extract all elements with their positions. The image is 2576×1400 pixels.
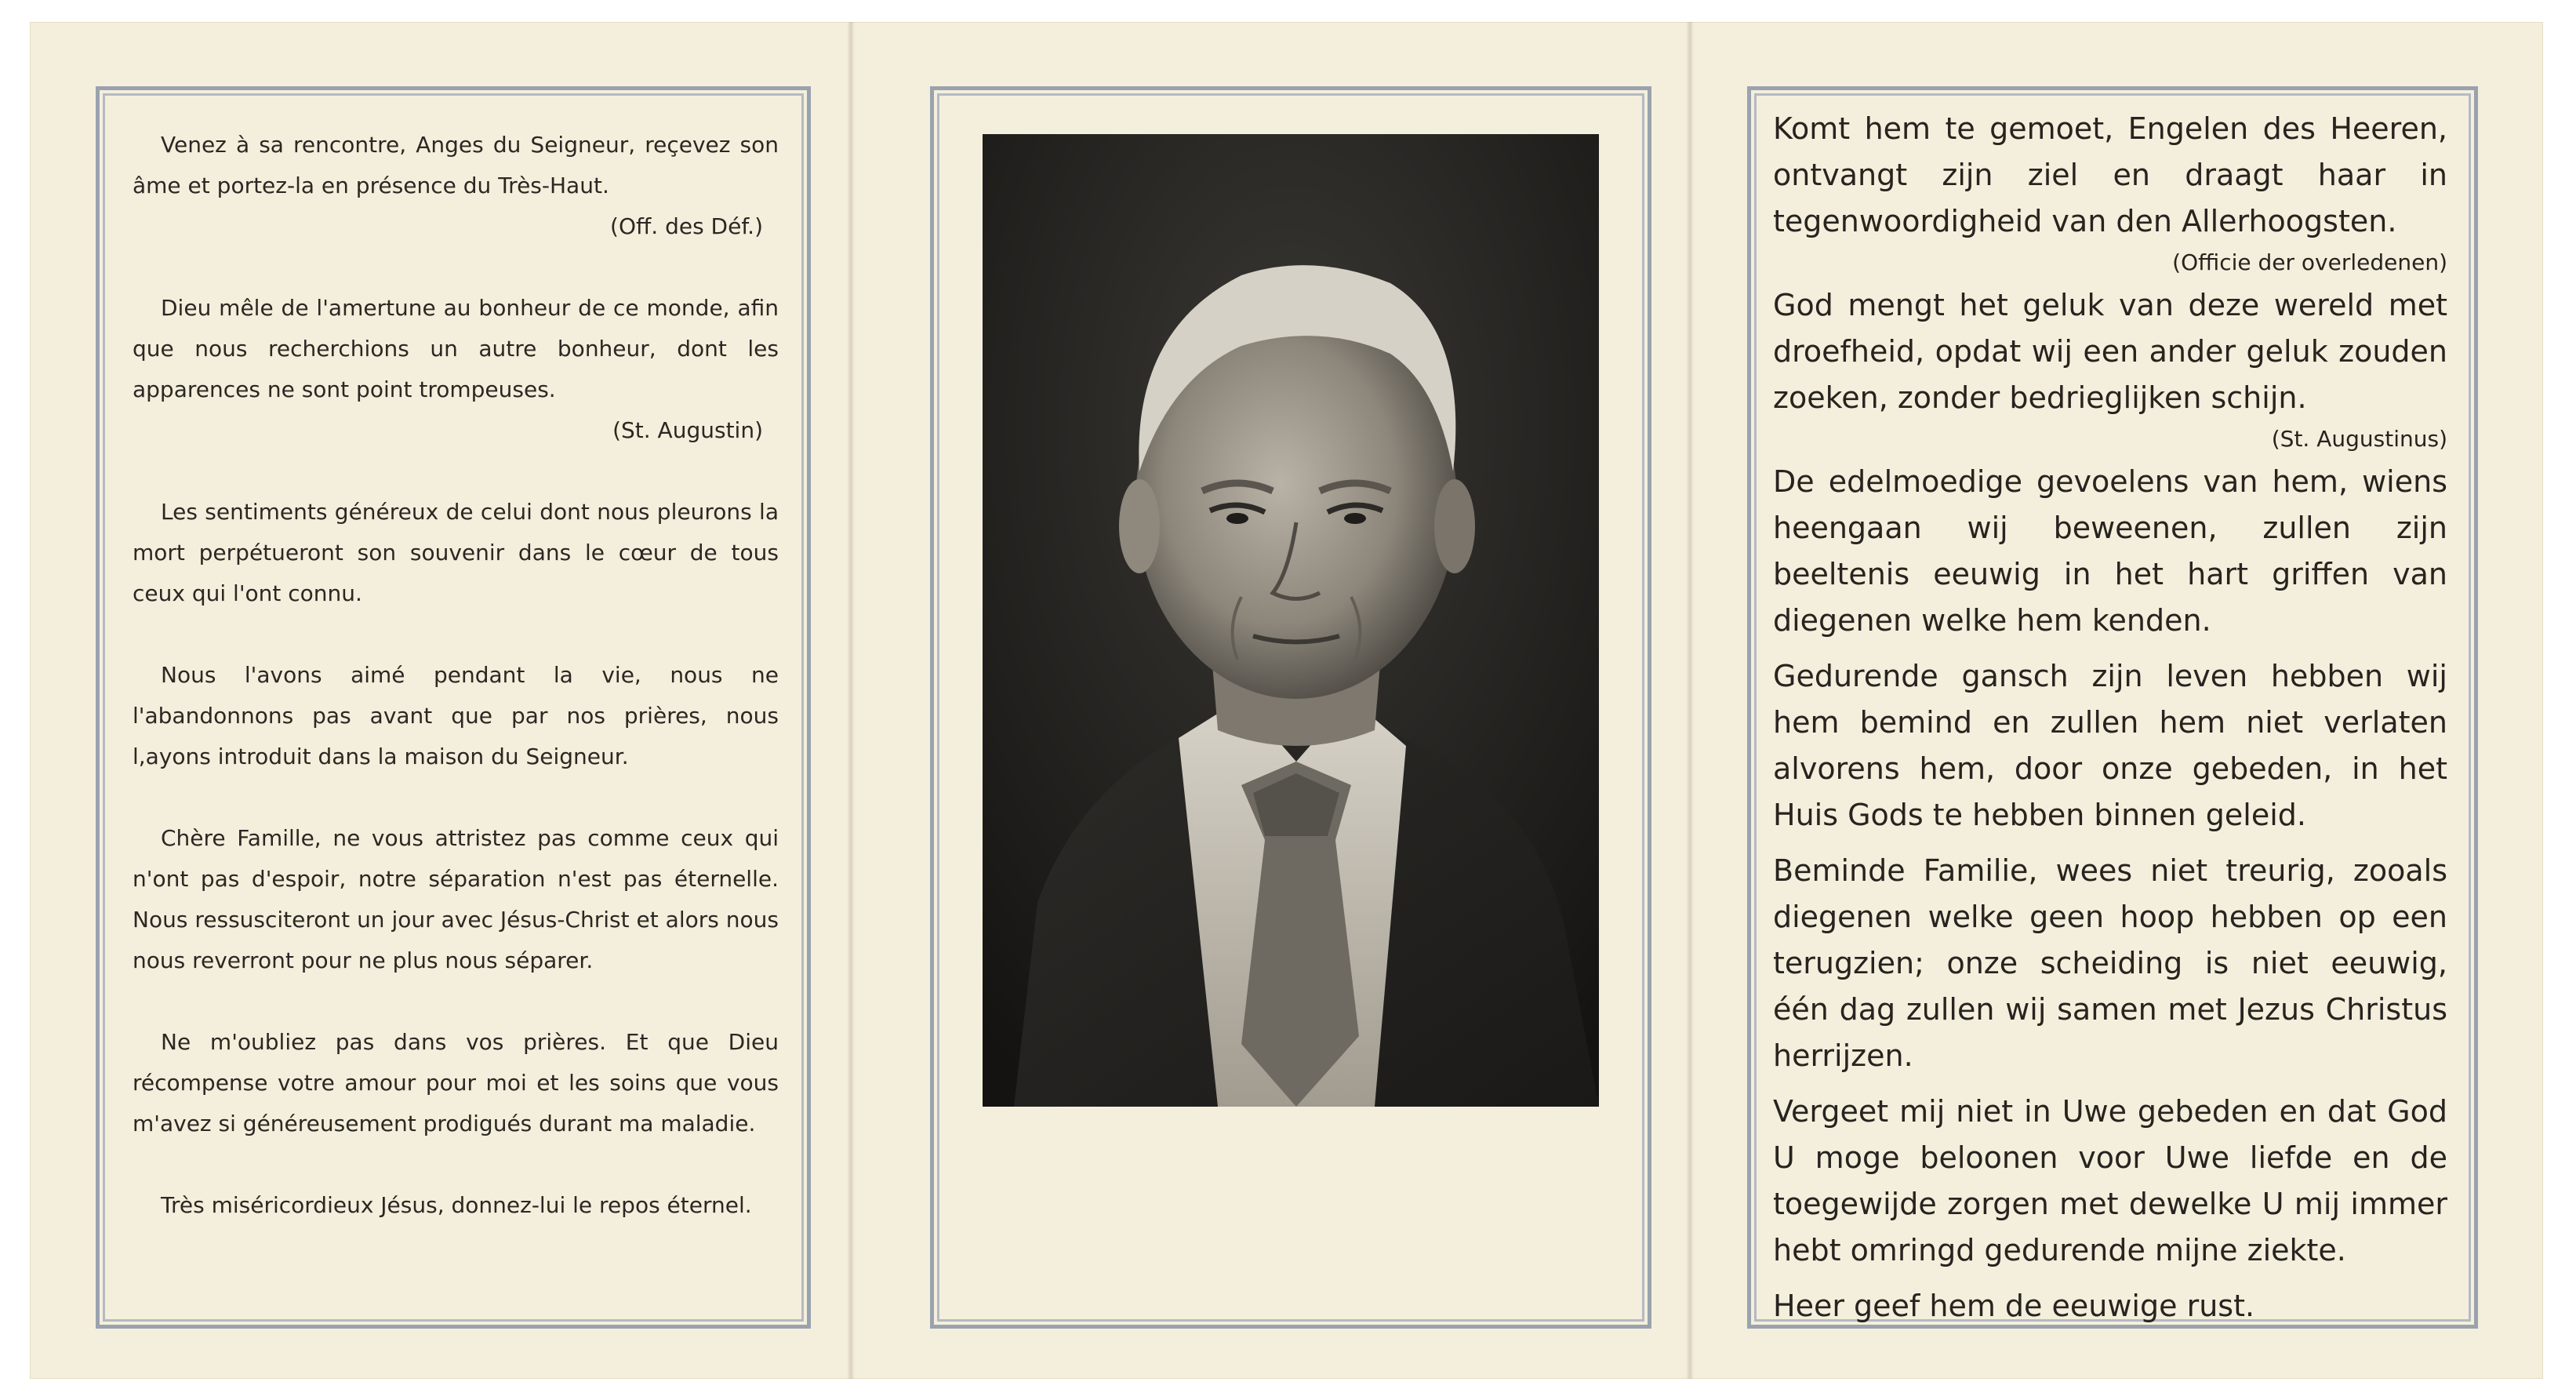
- dutch-paragraph-6: Vergeet mij niet in Uwe gebeden en dat God U moge beloonen voor Uwe liefde en de toegewijde zorgen met dewelke U mij immer hebt omringd gedurende mijne ziekte.: [1773, 1094, 2447, 1267]
- french-paragraph-3: Les sentiments généreux de celui dont nous pleurons la mort perpétueront son souvenir dans le cœur de tous ceux qui l'ont connu.: [133, 499, 779, 606]
- french-paragraph-7: Très miséricordieux Jésus, donnez-lui le repos éternel.: [161, 1192, 752, 1218]
- portrait-photo: [983, 134, 1599, 1107]
- dutch-paragraph-5: Beminde Familie, wees niet treurig, zooals diegenen welke geen hoop hebben op een terugzien; onze scheiding is niet eeuwig, één dag zullen wij samen met Jezus Christus herrijzen.: [1773, 853, 2447, 1073]
- french-paragraph-4: Nous l'avons aimé pendant la vie, nous ne l'abandonnons pas avant que par nos prières, nous l,ayons introduit dans la maison du Seigneur.: [133, 662, 779, 769]
- memorial-card: [30, 22, 2543, 1379]
- dutch-paragraph-3: De edelmoedige gevoelens van hem, wiens heengaan wij beweenen, zullen zijn beeltenis eeuwig in het hart griffen van diegenen welke hem kenden.: [1773, 464, 2447, 638]
- card-fold-left: [847, 22, 855, 1379]
- dutch-p1-source: (Officie der overledenen): [2172, 249, 2447, 275]
- portrait-panel: [930, 86, 1651, 1329]
- french-p1-text: Venez à sa rencontre, Anges du Seigneur, reçevez son âme et portez-la en présence du Très-Haut.: [133, 132, 779, 198]
- french-paragraph-5: Chère Famille, ne vous attristez pas comme ceux qui n'ont pas d'espoir, notre séparation n'est pas éternelle. Nous ressusciteront un jour avec Jésus-Christ et alors nous nous reverront pour ne plus nous séparer.: [133, 825, 779, 973]
- french-panel: [96, 86, 811, 1329]
- dutch-paragraph-4: Gedurende gansch zijn leven hebben wij hem bemind en zullen hem niet verlaten alvorens hem, door onze gebeden, in het Huis Gods te hebben binnen geleid.: [1773, 659, 2447, 832]
- dutch-p2-source: (St. Augustinus): [2271, 426, 2447, 452]
- portrait-image: [983, 134, 1599, 1107]
- french-paragraph-1: [133, 125, 779, 247]
- dutch-panel: [1747, 86, 2478, 1329]
- dutch-paragraph-7: Heer geef hem de eeuwige rust.: [1773, 1289, 2255, 1323]
- french-p2-text: Dieu mêle de l'amertune au bonheur de ce monde, afin que nous recherchions un autre bonheur, dont les apparences ne sont point trompeuses.: [133, 295, 779, 402]
- french-text: [133, 125, 779, 1267]
- french-p1-source: (Off. des Déf.): [610, 213, 763, 239]
- french-paragraph-2: [133, 288, 779, 451]
- french-paragraph-6: Ne m'oubliez pas dans vos prières. Et que Dieu récompense votre amour pour moi et les soins que vous m'avez si généreusement prodigués durant ma maladie.: [133, 1029, 779, 1136]
- dutch-paragraph-1: Komt hem te gemoet, Engelen des Heeren, ontvangt zijn ziel en draagt haar in tegenwoordigheid van den Allerhoogsten.: [1773, 111, 2447, 238]
- card-fold-right: [1686, 22, 1694, 1379]
- french-p2-source: (St. Augustin): [612, 417, 763, 443]
- dutch-text: [1773, 106, 2447, 1339]
- dutch-paragraph-2: God mengt het geluk van deze wereld met droefheid, opdat wij een ander geluk zouden zoeken, zonder bedrieglijken schijn.: [1773, 288, 2447, 415]
